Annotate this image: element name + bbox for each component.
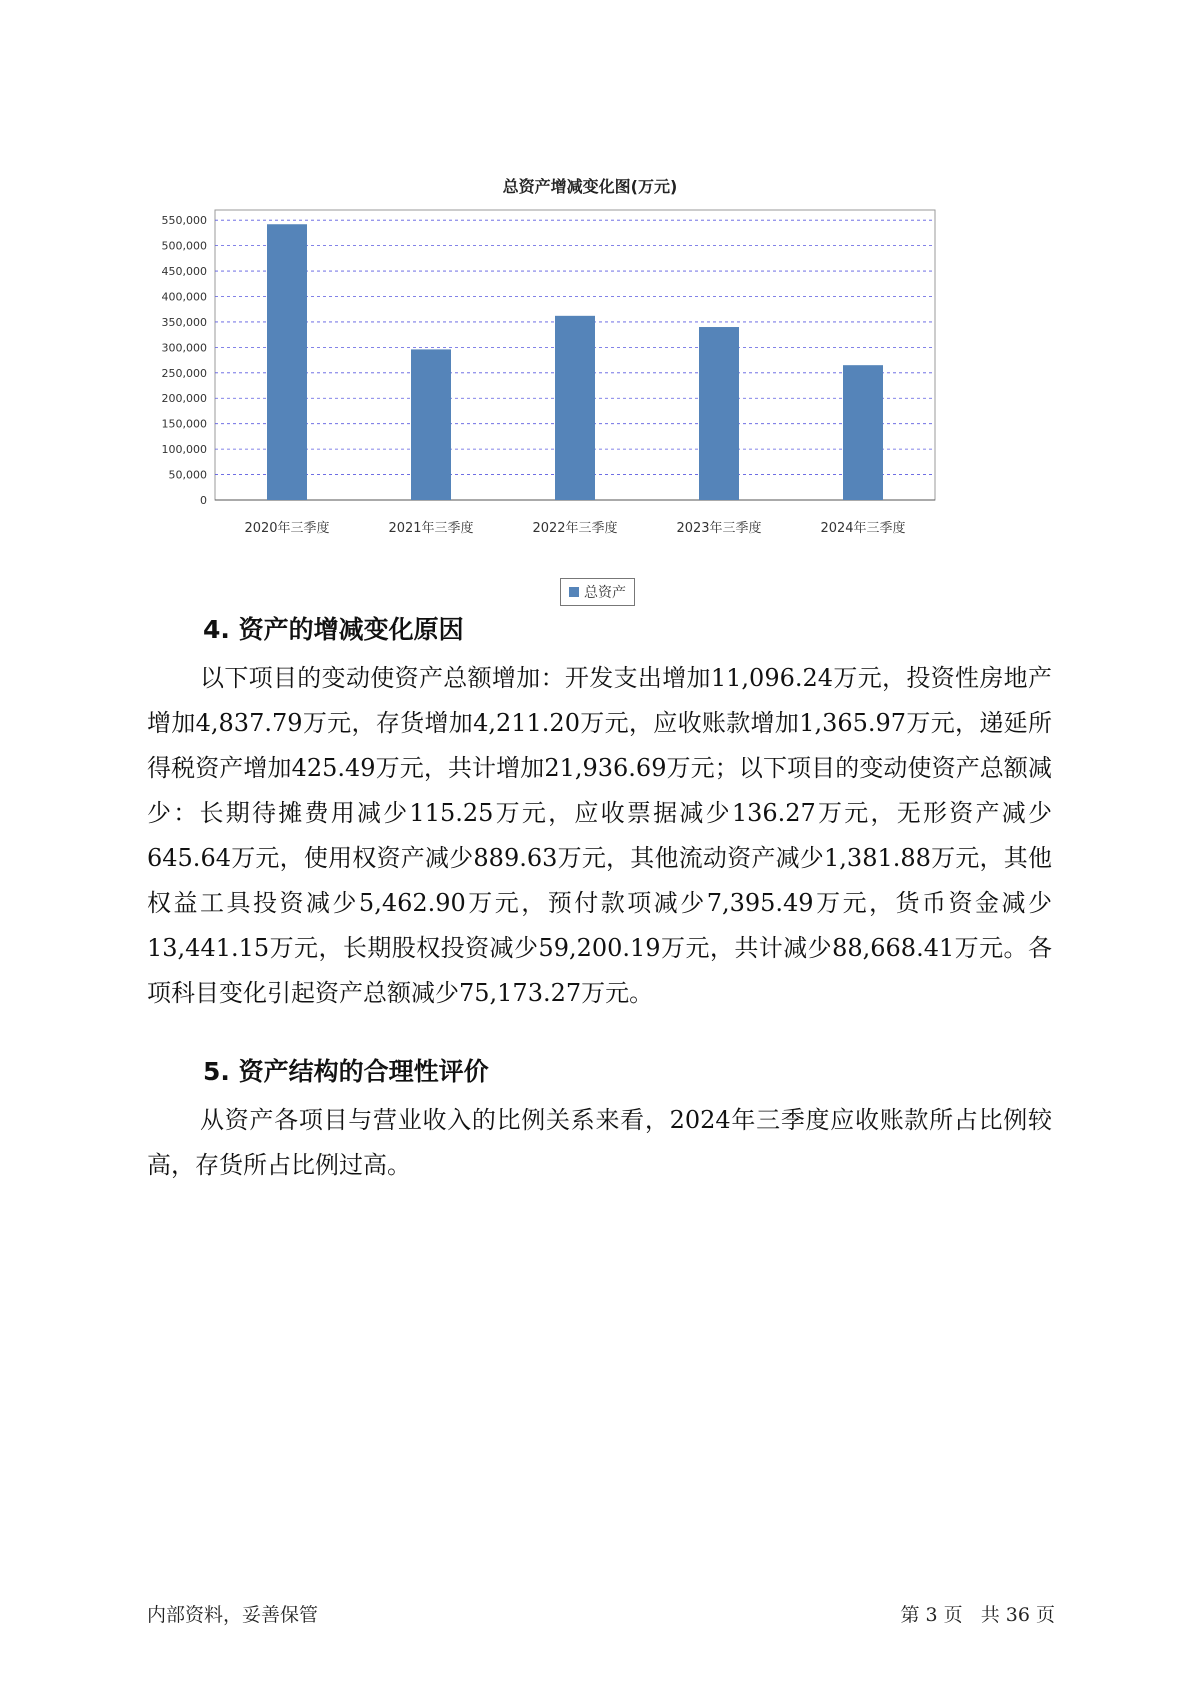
bar-chart-plot bbox=[160, 210, 1020, 570]
y-tick-label: 500,000 bbox=[161, 239, 207, 253]
y-tick-label: 450,000 bbox=[161, 265, 207, 279]
y-tick-label: 400,000 bbox=[161, 290, 207, 304]
x-tick-label: 2022年三季度 bbox=[532, 521, 618, 536]
bar-2020年三季度 bbox=[267, 224, 307, 500]
footer-page-number: 第 3 页 共 36 页 bbox=[900, 1604, 1055, 1626]
y-tick-label: 100,000 bbox=[161, 443, 207, 457]
asset-change-chart bbox=[160, 170, 1020, 630]
section-4-heading: 4. 资产的增减变化原因 bbox=[203, 615, 464, 644]
section-5-heading: 5. 资产结构的合理性评价 bbox=[203, 1057, 489, 1086]
section-5-body: 从资产各项目与营业收入的比例关系来看，2024年三季度应收账款所占比例较高，存货所占比例过高。 bbox=[147, 1106, 1052, 1179]
y-tick-label: 0 bbox=[200, 494, 207, 507]
chart-title: 总资产增减变化图(万元) bbox=[502, 177, 678, 196]
y-tick-label: 50,000 bbox=[168, 468, 207, 482]
y-tick-label: 150,000 bbox=[161, 417, 207, 431]
y-tick-label: 350,000 bbox=[161, 315, 207, 329]
x-tick-label: 2021年三季度 bbox=[388, 521, 474, 536]
bar-2024年三季度 bbox=[843, 365, 883, 500]
x-tick-label: 2023年三季度 bbox=[676, 521, 762, 536]
y-tick-label: 200,000 bbox=[161, 392, 207, 406]
y-tick-label: 300,000 bbox=[161, 341, 207, 355]
x-tick-label: 2024年三季度 bbox=[820, 521, 906, 536]
legend-label: 总资产 bbox=[584, 585, 626, 601]
chart-legend bbox=[560, 578, 635, 606]
footer-confidential: 内部资料，妥善保管 bbox=[147, 1604, 319, 1626]
bar-2021年三季度 bbox=[411, 349, 451, 500]
bar-2023年三季度 bbox=[699, 327, 739, 500]
legend-swatch bbox=[569, 587, 579, 597]
y-tick-label: 550,000 bbox=[161, 214, 207, 228]
bar-2022年三季度 bbox=[555, 316, 595, 500]
y-tick-label: 250,000 bbox=[161, 366, 207, 380]
section-4-body: 以下项目的变动使资产总额增加：开发支出增加11,096.24万元，投资性房地产增加4,837.79万元，存货增加4,211.20万元，应收账款增加1,365.97万元，递延所得税资产增加425.49万元，共计增加21,936.69万元；以下项目的变动使资产总额减少：长期待摊费用减少115.25万元，应收票据减少136.27万元，无形资产减少645.64万元，使用权资产减少889.63万元，其他流动资产减少1,381.88万元，其他权益工具投资减少5,462.90万元，预付款项减少7,395.49万元，货币资金减少13,441.15万元，长期股权投资减少59,200.19万元，共计减少88,668.41万元。各项科目变化引起资产总额减少75,173.27万元。 bbox=[147, 664, 1052, 1007]
x-tick-label: 2020年三季度 bbox=[244, 521, 330, 536]
